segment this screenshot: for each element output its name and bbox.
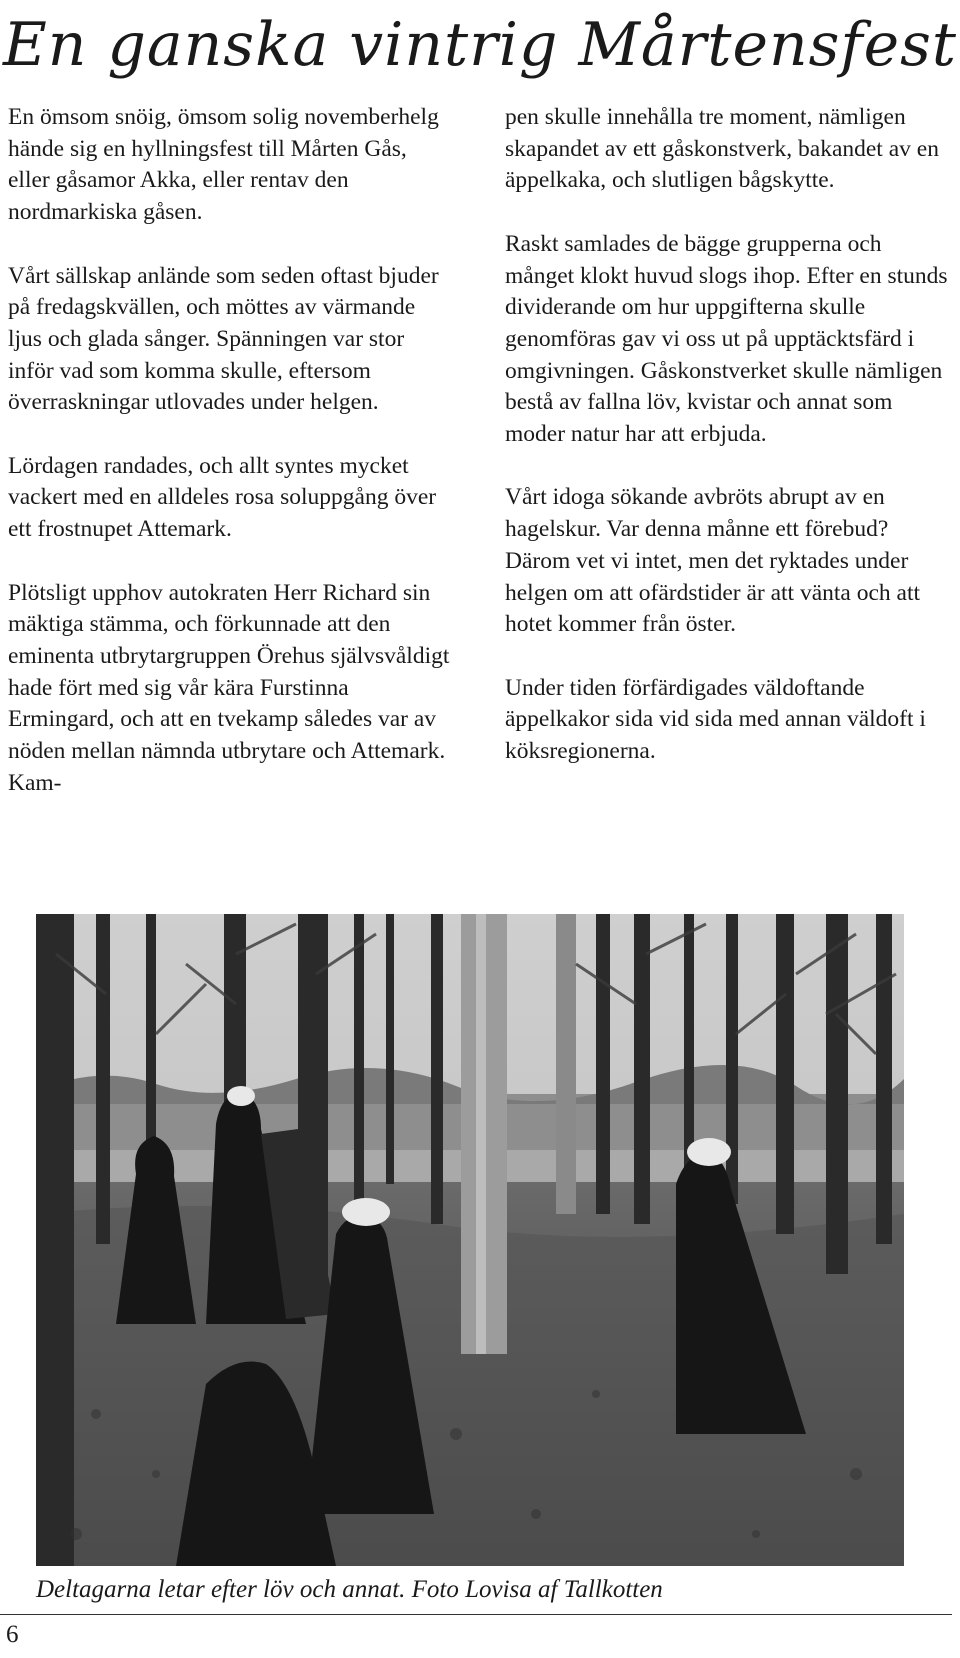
page-number: 6 [6,1621,19,1648]
paragraph: Lördagen randades, och allt syntes mycket vackert med en alldeles rosa soluppgång över ett frostnupet Attemark. [8,452,437,543]
paragraph: pen skulle innehålla tre moment, nämligen skapandet av ett gåskonstverk, bakandet av en äppelkaka, och slutligen bågskytte. [505,104,939,194]
paragraph: Vårt sällskap anlände som seden oftast bjuder på fredagskvällen, och möttes av värmande ljus och glada sånger. Spänningen var stor inför vad som komma skulle, eftersom överraskningar utlovades under helgen. [8,262,439,416]
paragraph: Under tiden förfärdigades väldoftande äppelkakor sida vid sida med annan väldoft i köksregionerna. [505,674,926,765]
paragraph: Vårt idoga sökande avbröts abrupt av en hagelskur. Var denna månne ett förebud? Därom vet vi intet, men det ryktades under helgen om att ofärdstider är att vänta och att hotet kommer från öster. [505,484,921,638]
left-text-column [8,102,453,799]
article-title: En ganska vintrig Mårtensfest [2,10,958,80]
forest-photo [36,914,904,1566]
paragraph: En ömsom snöig, ömsom solig novemberhelg hände sig en hyllningsfest till Mårten Gås, eller gåsamor Akka, eller rentav den nordmarkiska gåsen. [8,104,439,226]
paragraph: Plötsligt upphov autokraten Herr Richard sin mäktiga stämma, och förkunnade att den eminenta utbrytargruppen Örehus självsvåldigt hade fört med sig vår kära Furstinna Ermingard, och att en tvekamp således var av nöden mellan nämnda utbrytare och Attemark. Kam- [8,579,450,796]
right-text-column [505,102,950,768]
photo-caption: Deltagarna letar efter löv och annat. Foto Lovisa af Tallkotten [36,1576,663,1603]
paragraph: Raskt samlades de bägge grupperna och månget klokt huvud slogs ihop. Efter en stunds dividerande om hur uppgifterna skulle genomföras gav vi oss ut på upptäcktsfärd i omgivningen. Gåskonstverket skulle nämligen bestå av fallna löv, kvistar och annat som moder natur har att erbjuda. [505,230,948,448]
footer-rule [0,1614,952,1615]
